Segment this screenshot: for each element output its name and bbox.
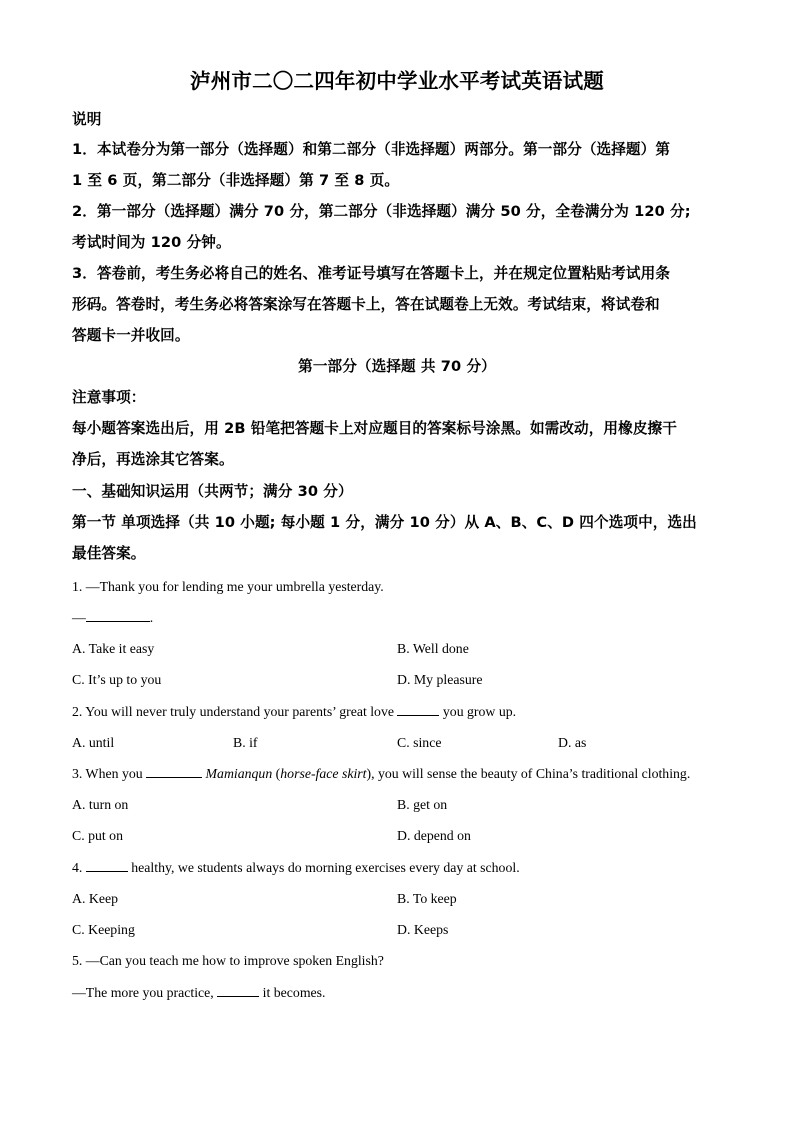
italic-term: Mamianqun	[205, 766, 273, 781]
notes-line-1: 每小题答案选出后，用 2B 铅笔把答题卡上对应题目的答案标号涂黑。如需改动，用橡皮擦干	[72, 420, 677, 437]
question-1-option-d: D. My pleasure	[397, 672, 483, 687]
instruction-2-line-2: 考试时间为 120 分钟。	[72, 234, 231, 251]
question-5-reply	[72, 984, 326, 1002]
page-title: 泸州市二〇二四年初中学业水平考试英语试题	[190, 69, 604, 93]
question-1-option-c: C. It’s up to you	[72, 672, 162, 687]
question-4-option-b: B. To keep	[397, 891, 457, 906]
subsection-1-line-1: 第一节 单项选择（共 10 小题; 每小题 1 分，满分 10 分）从 A、B、C、D 四个选项中，选出	[72, 514, 697, 531]
reply-text-after: it becomes.	[262, 985, 326, 1000]
question-3-stem	[72, 765, 690, 783]
question-1-option-b: B. Well done	[397, 641, 469, 656]
stem-text-before: 2. You will never truly understand your parents’ great love	[72, 704, 394, 719]
subsection-1-line-2: 最佳答案。	[72, 545, 146, 562]
section-1-heading: 一、基础知识运用（共两节；满分 30 分）	[72, 483, 353, 500]
question-4-option-a: A. Keep	[72, 891, 118, 906]
stem-text-before: 4.	[72, 860, 83, 875]
question-5-stem: 5. —Can you teach me how to improve spoken English?	[72, 953, 384, 968]
question-2-option-d: D. as	[558, 735, 587, 750]
instruction-2-line-1: 2．第一部分（选择题）满分 70 分，第二部分（非选择题）满分 50 分，全卷满分为 120 分;	[72, 203, 691, 220]
answer-blank	[397, 703, 439, 716]
question-4-option-c: C. Keeping	[72, 922, 135, 937]
reply-dash: —	[72, 610, 86, 625]
question-3-option-d: D. depend on	[397, 828, 471, 843]
answer-blank	[86, 859, 128, 872]
reply-period: .	[149, 610, 154, 625]
instruction-1-line-2: 1 至 6 页，第二部分（非选择题）第 7 至 8 页。	[72, 172, 400, 189]
question-2-stem	[72, 703, 516, 721]
stem-text-after: ), you will sense the beauty of China’s traditional clothing.	[366, 766, 691, 781]
answer-blank	[86, 609, 150, 622]
instruction-3-line-1: 3．答卷前，考生务必将自己的姓名、准考证号填写在答题卡上，并在规定位置粘贴考试用条	[72, 265, 671, 282]
question-2-option-c: C. since	[397, 735, 442, 750]
question-3-option-a: A. turn on	[72, 797, 129, 812]
question-1-option-a: A. Take it easy	[72, 641, 155, 656]
notes-line-2: 净后，再选涂其它答案。	[72, 451, 234, 468]
question-1-stem: 1. —Thank you for lending me your umbrella yesterday.	[72, 579, 384, 594]
part1-heading: 第一部分（选择题 共 70 分）	[298, 358, 496, 375]
italic-gloss: horse-face skirt	[280, 766, 367, 781]
paren-open: (	[272, 766, 281, 781]
reply-text-before: —The more you practice,	[72, 985, 214, 1000]
instruction-3-line-2: 形码。答卷时，考生务必将答案涂写在答题卡上，答在试题卷上无效。考试结束，将试卷和	[72, 296, 660, 313]
question-2-option-b: B. if	[233, 735, 258, 750]
instruction-3-line-3: 答题卡一并收回。	[72, 327, 190, 344]
question-4-option-d: D. Keeps	[397, 922, 449, 937]
question-3-option-c: C. put on	[72, 828, 123, 843]
question-2-option-a: A. until	[72, 735, 115, 750]
question-1-reply	[72, 609, 153, 627]
stem-text-after: you grow up.	[442, 704, 517, 719]
notes-heading: 注意事项：	[72, 389, 146, 406]
question-3-option-b: B. get on	[397, 797, 448, 812]
instructions-heading: 说明	[72, 111, 102, 128]
stem-text-after: healthy, we students always do morning exercises every day at school.	[131, 860, 520, 875]
answer-blank	[217, 984, 259, 997]
instruction-1-line-1: 1．本试卷分为第一部分（选择题）和第二部分（非选择题）两部分。第一部分（选择题）第	[72, 141, 671, 158]
answer-blank	[146, 765, 202, 778]
question-4-stem	[72, 859, 520, 877]
stem-text-before: 3. When you	[72, 766, 143, 781]
